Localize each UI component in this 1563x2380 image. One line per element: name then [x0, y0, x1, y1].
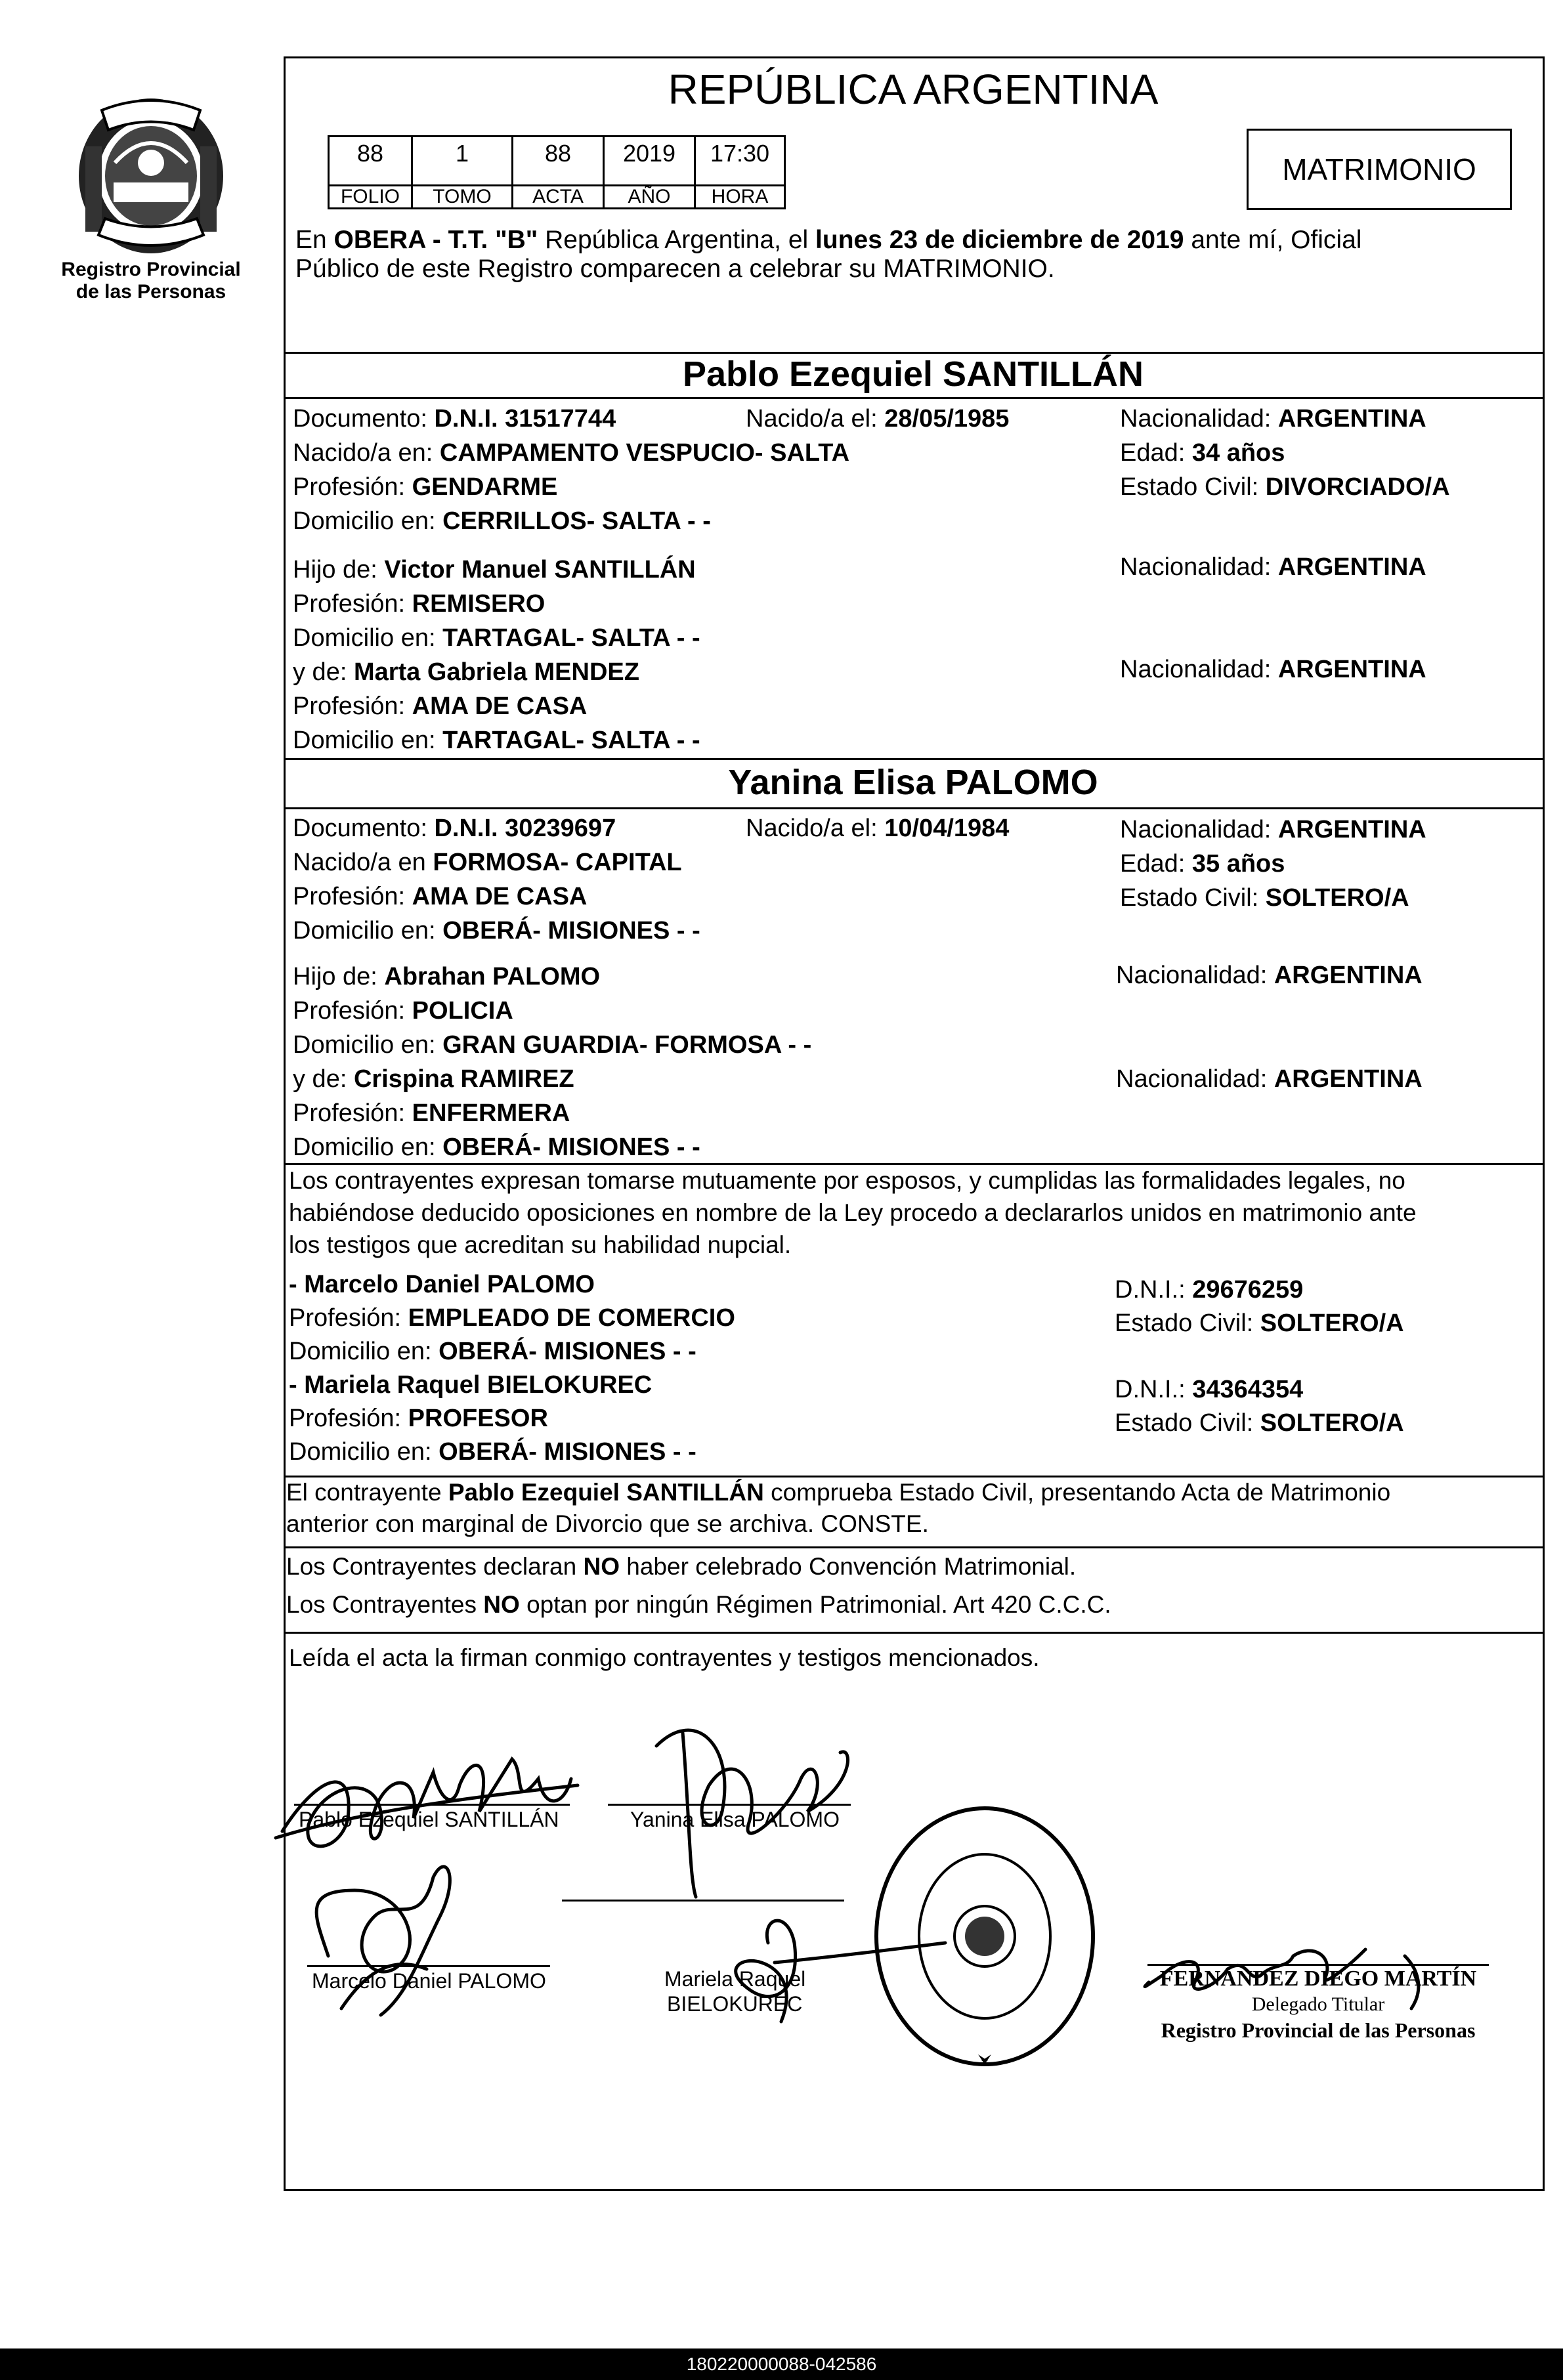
hora-value: 17:30: [710, 140, 770, 167]
bride-name-heading: Yanina Elisa PALOMO: [728, 763, 1098, 802]
bride-dni: D.N.I. 30239697: [434, 815, 616, 842]
witness-1-profession: EMPLEADO DE COMERCIO: [408, 1304, 735, 1332]
groom-father-nationality: ARGENTINA: [1277, 553, 1426, 581]
intro-date: lunes 23 de diciembre de 2019: [815, 226, 1184, 254]
official-office: Registro Provincial de las Personas: [1161, 2018, 1476, 2042]
bride-father: Abrahan PALOMO: [384, 963, 601, 990]
bride-mother-profession: ENFERMERA: [412, 1099, 570, 1127]
acta-value: 88: [544, 140, 572, 167]
groom-mother-domicile: TARTAGAL- SALTA - -: [442, 727, 700, 754]
groom-father-profession: REMISERO: [412, 590, 546, 618]
logo-caption-line2: de las Personas: [75, 281, 226, 303]
bride-nationality: ARGENTINA: [1277, 816, 1426, 843]
groom-birthdate: 28/05/1985: [884, 405, 1010, 433]
groom-dni: D.N.I. 31517744: [434, 405, 616, 433]
registry-cell-tomo: [411, 135, 513, 209]
groom-birthplace: CAMPAMENTO VESPUCIO- SALTA: [439, 439, 850, 467]
bride-details: Documento: D.N.I. 30239697 Nacido/a en FORMOSA- CAPITAL Profesión: AMA DE CASA Domicilio en: OBERÁ- MISIONES - - Hijo de: Abrahan PALOMO Profesión: POLICIA Domicilio en: GRAN GUARDIA- FORMOSA - - y de: Crispina RAMIREZ Profesión: ENFERMERA Domicilio en: OBERÁ- MISIONES - -: [293, 815, 812, 1161]
witness-2-dni: 34364354: [1192, 1376, 1304, 1403]
bride-father-nationality: ARGENTINA: [1274, 962, 1423, 989]
barcode-number-bar: [0, 2348, 1563, 2380]
folio-label: FOLIO: [330, 184, 411, 207]
witness-1-domicile: OBERÁ- MISIONES - -: [439, 1338, 696, 1365]
bride-mother-nationality: ARGENTINA: [1274, 1065, 1423, 1093]
groom-nationality: ARGENTINA: [1277, 405, 1426, 433]
barcode-number: 180220000088-042586: [686, 2354, 877, 2374]
signature-label-witness-2: Mariela Raquel BIELOKUREC: [664, 1967, 806, 2016]
bride-civil-status: SOLTERO/A: [1265, 884, 1409, 912]
bride-mother-domicile: OBERÁ- MISIONES - -: [442, 1134, 700, 1161]
ano-value: 2019: [622, 140, 676, 167]
certificate-type-box: [1247, 129, 1512, 210]
signature-label-witness-1: Marcelo Daniel PALOMO: [312, 1969, 546, 1993]
conventions-block: Los Contrayentes declaran NO haber celebrado Convención Matrimonial. Los Contrayentes NO optan por ningún Régimen Patrimonial. Art 420 C.C.C.: [286, 1553, 1111, 1618]
groom-mother-profession: AMA DE CASA: [412, 692, 588, 720]
groom-father-domicile: TARTAGAL- SALTA - -: [442, 624, 700, 652]
witnesses-block: - Marcelo Daniel PALOMO Profesión: EMPLEADO DE COMERCIO Domicilio en: OBERÁ- MISIONES - - - Mariela Raquel BIELOKUREC Profesión: PROFESOR Domicilio en: OBERÁ- MISIONES - -: [289, 1268, 735, 1469]
witness-1-civil-status: SOLTERO/A: [1260, 1309, 1404, 1337]
official-stamp-icon: [867, 1798, 1103, 2074]
province-seal: [62, 84, 240, 261]
signature-label-groom: Pablo Ezequiel SANTILLÁN: [299, 1808, 559, 1831]
bride-father-domicile: GRAN GUARDIA- FORMOSA - -: [442, 1031, 812, 1059]
groom-profession: GENDARME: [412, 473, 558, 501]
groom-details: Documento: D.N.I. 31517744 Nacido/a en: CAMPAMENTO VESPUCIO- SALTA Profesión: GENDARME Domicilio en: CERRILLOS- SALTA - - Hijo de: Victor Manuel SANTILLÁN Profesión: REMISERO Domicilio en: TARTAGAL- SALTA - - y de: Marta Gabriela MENDEZ Profesión: AMA DE CASA Domicilio en: TARTAGAL- SALTA - -: [293, 405, 850, 754]
official-name: FERNANDEZ DIEGO MARTÍN: [1159, 1966, 1477, 1991]
bride-domicile: OBERÁ- MISIONES - -: [442, 917, 700, 945]
acta-label: ACTA: [513, 184, 603, 207]
groom-age: 34 años: [1191, 439, 1285, 467]
registry-cell-folio: [328, 135, 413, 209]
signatures-intro: Leída el acta la firman conmigo contrayentes y testigos mencionados.: [289, 1644, 1040, 1671]
certificate-type: MATRIMONIO: [1282, 152, 1476, 186]
hora-label: HORA: [696, 184, 784, 207]
registry-cell-hora: [694, 135, 786, 209]
folio-value: 88: [356, 140, 384, 167]
page-title: REPÚBLICA ARGENTINA: [668, 66, 1159, 113]
groom-name-heading: Pablo Ezequiel SANTILLÁN: [682, 354, 1144, 394]
registry-cell-acta: [511, 135, 605, 209]
groom-civil-status: DIVORCIADO/A: [1265, 473, 1450, 501]
groom-father: Victor Manuel SANTILLÁN: [384, 556, 696, 584]
intro-paragraph: En OBERA - T.T. "B" República Argentina, el lunes 23 de diciembre de 2019 ante mí, Oficial Público de este Registro comparecen a celebrar su MATRIMONIO.: [295, 226, 1362, 283]
bride-birthplace: FORMOSA- CAPITAL: [433, 849, 682, 876]
witness-2-domicile: OBERÁ- MISIONES - -: [439, 1438, 696, 1466]
ano-label: AÑO: [605, 184, 694, 207]
witness-2-civil-status: SOLTERO/A: [1260, 1409, 1404, 1437]
witness-2-name: - Mariela Raquel BIELOKUREC: [289, 1371, 653, 1399]
seal-emblem-icon: [62, 84, 240, 261]
civil-status-note: El contrayente Pablo Ezequiel SANTILLÁN comprueba Estado Civil, presentando Acta de Matrimonio anterior con marginal de Divorcio que se archiva. CONSTE.: [286, 1479, 1391, 1537]
official-title: Delegado Titular: [1251, 1993, 1385, 2015]
bride-age: 35 años: [1191, 850, 1285, 878]
registry-cell-ano: [603, 135, 696, 209]
official-signature-block: [1134, 1964, 1502, 2043]
groom-mother-nationality: ARGENTINA: [1277, 656, 1426, 683]
signature-label-bride: Yanina Elisa PALOMO: [630, 1808, 840, 1831]
intro-place: OBERA - T.T. "B": [333, 226, 538, 254]
groom-mother: Marta Gabriela MENDEZ: [353, 658, 639, 686]
bride-mother: Crispina RAMIREZ: [353, 1065, 574, 1093]
logo-caption-line1: Registro Provincial: [61, 259, 241, 280]
witness-1-dni: 29676259: [1192, 1276, 1304, 1304]
witness-1-name: - Marcelo Daniel PALOMO: [289, 1271, 595, 1298]
groom-domicile: CERRILLOS- SALTA - -: [442, 507, 711, 535]
declaration-paragraph: Los contrayentes expresan tomarse mutuamente por esposos, y cumplidas las formalidades legales, no habiéndose deducido oposiciones en nombre de la Ley procedo a declararlos unidos en matrimonio ante los testigos que acreditan su habilidad nupcial.: [289, 1167, 1417, 1258]
bride-father-profession: POLICIA: [412, 997, 513, 1025]
tomo-value: 1: [455, 140, 469, 167]
bride-birthdate: 10/04/1984: [884, 815, 1010, 842]
witness-2-profession: PROFESOR: [408, 1405, 548, 1432]
tomo-label: TOMO: [413, 184, 511, 207]
bride-profession: AMA DE CASA: [412, 883, 588, 910]
